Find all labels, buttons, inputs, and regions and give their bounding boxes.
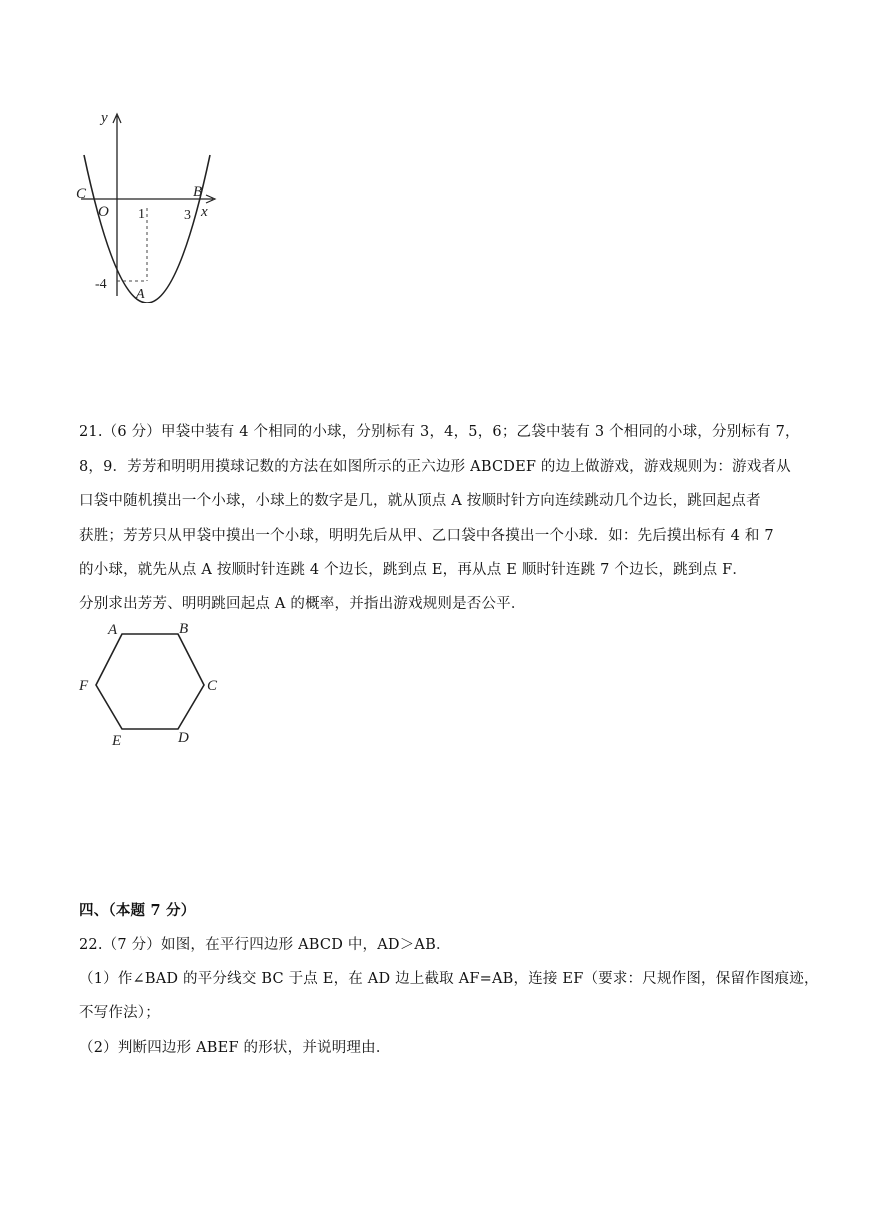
tick-3-label: 3 (184, 208, 191, 223)
point-c-label: C (76, 186, 87, 202)
point-b-label: B (193, 184, 203, 200)
section-4-heading: 四、（本题 7 分） (79, 902, 196, 919)
vertex-b-label: B (179, 621, 189, 637)
x-axis-label: x (201, 204, 208, 220)
q22-line-1: 22.（7 分）如图，在平行四边形 ABCD 中，AD＞AB． (79, 937, 451, 953)
q21-line-6: 分别求出芳芳、明明跳回起点 A 的概率，并指出游戏规则是否公平． (79, 596, 526, 612)
hexagon-figure (74, 618, 224, 750)
q22-line-3: 不写作法）； (79, 1005, 160, 1021)
origin-label: O (98, 204, 109, 220)
q21-line-2: 8，9．芳芳和明明用摸球记数的方法在如图所示的正六边形 ABCDEF 的边上做游戏，游戏规则为：游戏者从 (79, 459, 791, 475)
q22-line-4: （2）判断四边形 ABEF 的形状，并说明理由． (79, 1040, 391, 1056)
q21-line-3: 口袋中随机摸出一个小球，小球上的数字是几，就从顶点 A 按顺时针方向连续跳动几个边长，跳回起点者 (79, 493, 761, 509)
tick-1-label: 1 (138, 207, 145, 222)
vertex-f-label: F (79, 678, 89, 694)
q21-line-1: 21.（6 分）甲袋中装有 4 个相同的小球，分别标有 3，4，5，6；乙袋中装有 3 个相同的小球，分别标有 7， (79, 424, 800, 440)
parabola-figure (75, 108, 220, 303)
tick-neg4-label: -4 (95, 277, 107, 292)
y-axis-label: y (101, 110, 108, 126)
vertex-a-label: A (108, 622, 118, 638)
q21-line-5: 的小球，就先从点 A 按顺时针连跳 4 个边长，跳到点 E，再从点 E 顺时针连跳 7 个边长，跳到点 F． (79, 562, 748, 578)
vertex-e-label: E (112, 733, 122, 749)
vertex-d-label: D (178, 730, 189, 746)
vertex-c-label: C (207, 678, 218, 694)
point-a-label: A (136, 287, 145, 302)
q21-line-4: 获胜；芳芳只从甲袋中摸出一个小球，明明先后从甲、乙口袋中各摸出一个小球．如：先后摸出标有 4 和 7 (79, 528, 774, 544)
q22-line-2: （1）作∠BAD 的平分线交 BC 于点 E，在 AD 边上截取 AF=AB，连接 EF（要求：尺规作图，保留作图痕迹， (79, 971, 819, 987)
hexagon-abcdef (96, 634, 204, 729)
